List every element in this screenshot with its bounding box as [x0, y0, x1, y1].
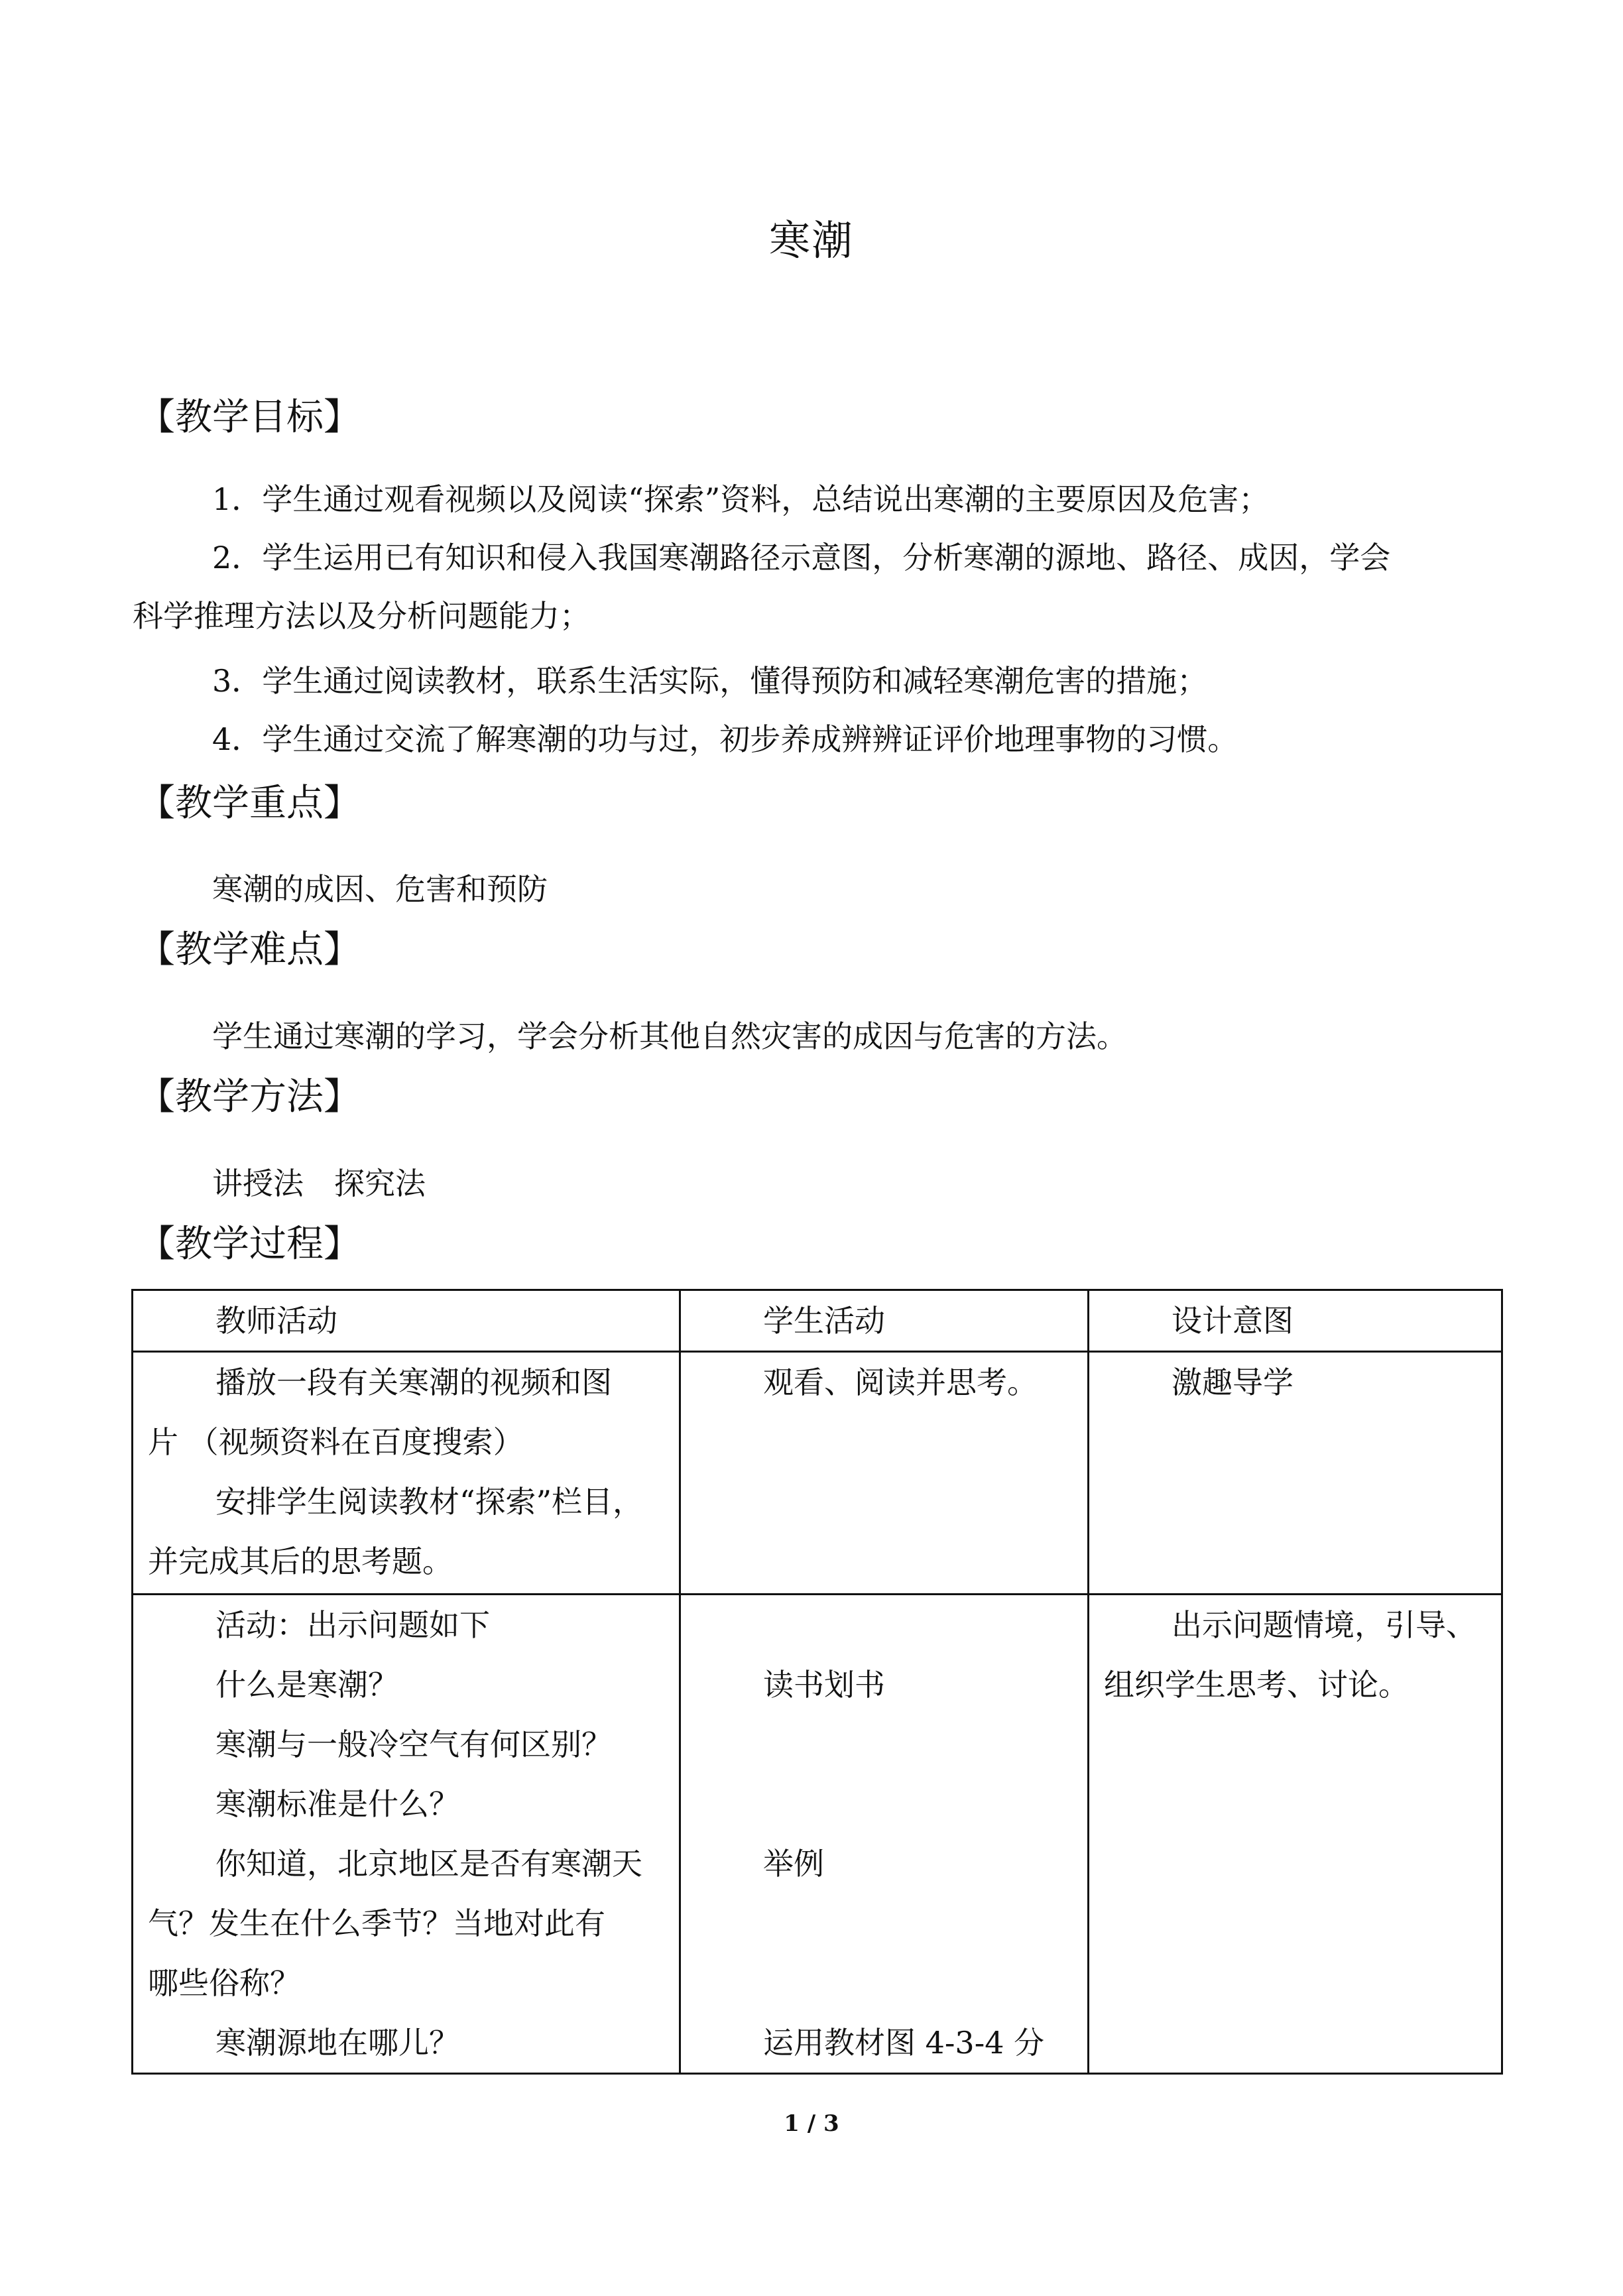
objective-item-4: 4．学生通过交流了解寒潮的功与过，初步养成辨辨证评价地理事物的习惯。 — [212, 721, 1238, 757]
teaching-process-table — [131, 1289, 1503, 2075]
table-header-row — [133, 1290, 1502, 1352]
row2-teacher-activity: 活动：出示问题如下 什么是寒潮？ 寒潮与一般冷空气有何区别？ 寒潮标准是什么？ 你知道，北京地区是否有寒潮天 气？发生在什么季节？当地对此有 哪些俗称？ 寒潮源地在哪儿？ — [133, 1595, 680, 2074]
table-row — [133, 1595, 1502, 2074]
key-points-text: 寒潮的成因、危害和预防 — [212, 871, 548, 907]
process-heading: 【教学过程】 — [138, 1223, 361, 1266]
table-row — [133, 1352, 1502, 1595]
document-title: 寒潮 — [768, 216, 854, 265]
row2-design-intent: 出示问题情境，引导、 组织学生思考、讨论。 — [1089, 1595, 1502, 2074]
row1-teacher-activity: 播放一段有关寒潮的视频和图 片 （视频资料在百度搜索） 安排学生阅读教材“探索”栏目， 并完成其后的思考题。 — [133, 1352, 680, 1595]
row1-design-intent: 激趣导学 — [1089, 1352, 1502, 1595]
row1-student-activity: 观看、阅读并思考。 — [680, 1352, 1089, 1595]
difficulties-heading: 【教学难点】 — [138, 928, 361, 971]
row2-student-activity: 读书划书 举例 运用教材图 4-3-4 分 — [680, 1595, 1089, 2074]
objective-item-3: 3．学生通过阅读教材，联系生活实际，懂得预防和减轻寒潮危害的措施； — [212, 663, 1208, 699]
page-number: 1 / 3 — [784, 2110, 839, 2137]
difficulties-text: 学生通过寒潮的学习，学会分析其他自然灾害的成因与危害的方法。 — [212, 1018, 1127, 1054]
objectives-heading: 【教学目标】 — [138, 396, 361, 439]
header-teacher-activity: 教师活动 — [133, 1290, 680, 1352]
header-student-activity: 学生活动 — [680, 1290, 1089, 1352]
methods-heading: 【教学方法】 — [138, 1075, 361, 1118]
objective-item-2: 2．学生运用已有知识和侵入我国寒潮路径示意图，分析寒潮的源地、路径、成因，学会 — [212, 540, 1391, 575]
objective-item-2-cont: 科学推理方法以及分析问题能力； — [133, 598, 590, 634]
key-points-heading: 【教学重点】 — [138, 782, 361, 825]
methods-text: 讲授法 探究法 — [212, 1166, 426, 1201]
header-design-intent: 设计意图 — [1089, 1290, 1502, 1352]
objective-item-1: 1．学生通过观看视频以及阅读“探索”资料，总结说出寒潮的主要原因及危害； — [212, 481, 1270, 517]
